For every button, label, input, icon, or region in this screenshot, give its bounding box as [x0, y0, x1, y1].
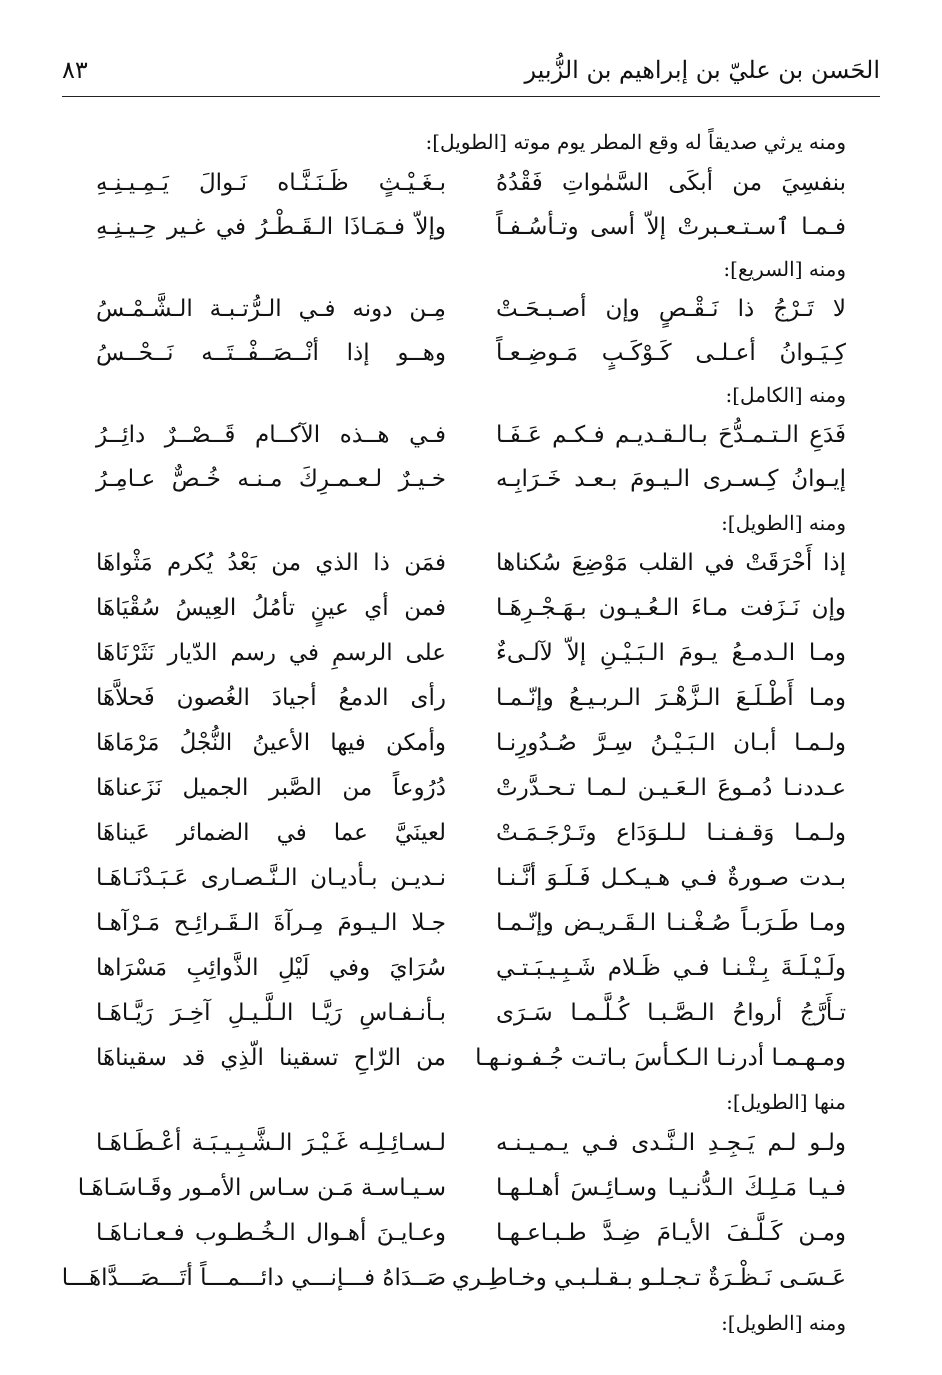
verse-first-hemistich: عـددنـا دُمـوعَ الـعَـيـن لـمـا تـحـدَّرتْ [496, 775, 846, 801]
verse-line [61, 1255, 846, 1301]
section-intro: ومنه [الطويل]: [721, 511, 846, 535]
verse-first-hemistich: ولـو لـم يَـجِـدِ الـنَّـدى فـي يـمـيـنـه [496, 1130, 846, 1156]
verse-second-hemistich: سـيـاسـة مَـن سـاس الأمـور وقَـاسَـاهَـا [77, 1175, 446, 1201]
verse-first-hemistich: ولَـيْـلَـةَ بِـتْـنـا فـي ظَـلام شَـبِـيـبَـتـي [496, 955, 846, 981]
verse-second-hemistich: من الرّاحِ تسقينا الّذِي قد سقيناهَا [96, 1045, 446, 1071]
verse-line [96, 540, 846, 586]
section-intro: ومنه [السريع]: [723, 257, 846, 281]
verse-first-hemistich: وإن نَـزَفت مـاءَ الـعُـيـون بـهَـجْـرِهَـا [496, 595, 846, 621]
verse-first-hemistich: ولـمـا وَقـفـنـا لـلـوَدَاع وتَـرْجَـمَـتْ [496, 820, 846, 846]
verse-second-hemistich: وأمكن فيها الأعينُ النُّجْلُ مَرْمَاهَا [96, 730, 446, 756]
verse-first-hemistich: ومـا الـدمـعُ يـومَ الـبَـيْـنِ إلاّ لآلـىءٌ [496, 640, 846, 666]
verse-second-hemistich: رأى الدمعُ أجيادَ الغُصون فَحلاَّهَا [96, 685, 446, 711]
page-number: ٨٣ [62, 56, 88, 84]
verse-first-hemistich: ولـمـا أبـان الـبَـيْـنُ سِـرَّ صُـدُورِنـا [496, 730, 846, 756]
verse-second-hemistich: على الرسمِ في رسم الدّيار نَثَرْنَاهَا [96, 640, 446, 666]
verse-second-hemistich: فمَن ذا الذي من بَعْدُ يُكرم مَثْواهَا [96, 550, 446, 576]
verse-first-hemistich: إذا أَحْرَقَتْ في القلب مَوْضِعَ سُكناها [496, 550, 846, 576]
section-intro: ومنه [الطويل]: [721, 1311, 846, 1335]
verse-line [96, 160, 846, 206]
verse-first-hemistich: فـمـا ٱسـتـعـبرتْ إلاّ أسى وتـأسُـفـاً [496, 214, 846, 240]
section-intro: منها [الطويل]: [726, 1090, 846, 1114]
verse-second-hemistich: فـي هــذه الآكــام قَــصْــرٌ دائِــرُ [96, 422, 446, 448]
verse-second-hemistich: سُرَايَ وفي لَيْلِ الذَّوائِبِ مَسْرَاها [96, 955, 446, 981]
verse-first-hemistich: فَدَعِ الـتـمـدُّحَ بـالـقـديـم فـكـم عَـفَـا [496, 422, 846, 448]
verse-first-hemistich: ومـهـمـا أدرنـا الـكـأسَ بـاتـت جُـفـونـهـا [475, 1045, 846, 1071]
verse-line [96, 720, 846, 766]
verse-line [96, 945, 846, 991]
verse-first-hemistich: إيـوانُ كِـسـرى الـيـومَ بـعـد خَـرَابِـه [496, 466, 846, 492]
verse-first-hemistich: عَـسَـى نَـظْـرَةٌ تـجـلـو بـقـلـبـي وخـاطِـري [451, 1265, 846, 1291]
verse-line [96, 204, 846, 250]
verse-second-hemistich: صَــدَاهُ فـــإنـــي دائـــمـــاً أتَـــصَـــدَّاهَـــا [61, 1265, 446, 1291]
verse-first-hemistich: بنفسِيَ من أبكَى السَّمٰواتِ فَقْدُهُ [496, 170, 846, 196]
verse-second-hemistich: بـغَـيْـثٍ ظَـنَـنَّـاه نَـوالَ يَـمِـيـنِـهِ [96, 170, 446, 196]
verse-line [96, 1210, 846, 1256]
verse-second-hemistich: خـيـرٌ لـعـمـرِكَ مـنـه خُـصٌّ عـامِـرُ [96, 466, 446, 492]
verse-first-hemistich: ومـا أَطْـلَـعَ الـزَّهْـرَ الـربـيـعُ وإنّـمـا [496, 685, 846, 711]
verse-second-hemistich: فمن أي عينٍ تأمُلُ العِيسُ سُقْيَاهَا [96, 595, 446, 621]
verse-line [96, 810, 846, 856]
verse-first-hemistich: بـدت صـورةٌ فـي هـيـكـل فَـلَـوَ أنَّـنـا [496, 865, 846, 891]
verse-line [96, 990, 846, 1036]
verse-line [77, 1165, 846, 1211]
verse-line [96, 1120, 846, 1166]
verse-first-hemistich: كِـيَـوانُ أعـلـى كَـوْكَـبٍ مَـوضِـعـاً [496, 340, 846, 366]
verse-first-hemistich: لا تَـرْجُ ذا نَـقْـصٍ وإن أصـبـحَـتْ [496, 296, 846, 322]
verse-second-hemistich: لـسـائِـلِـه غَـيْـرَ الـشَّـبِـيـبَـة أعْـطَـاهَـا [96, 1130, 446, 1156]
verse-line [96, 1035, 846, 1081]
verse-first-hemistich: ومـا طَـرَبـاً صُـغْـنـا الـقَـريـض وإنّـمـا [496, 910, 846, 936]
verse-line [96, 765, 846, 811]
verse-second-hemistich: مِـن دونه فـي الـرُّتـبـة الـشَّـمْـسُ [96, 296, 446, 322]
verse-second-hemistich: بـأنـفـاسِ رَيَّـا الـلَّـيـلِ آخِـرَ رَيَّـاهَـا [96, 1000, 446, 1026]
verse-first-hemistich: ومـن كَـلَّـفَ الأيـامَ ضِـدَّ طـبـاعـهـا [496, 1220, 846, 1246]
verse-line [96, 585, 846, 631]
verse-line [96, 330, 846, 376]
verse-second-hemistich: لعينَيَّ عما في الضمائر عَيناهَا [96, 820, 446, 846]
verse-line [96, 675, 846, 721]
verse-line [96, 900, 846, 946]
running-title: الحَسن بن عليّ بن إبراهيم بن الزُّبير [524, 56, 880, 84]
section-intro: ومنه [الكامل]: [725, 383, 846, 407]
verse-first-hemistich: فـيـا مَـلِـكَ الـدُّنـيـا وسـائِـسَ أهـلـهـا [496, 1175, 846, 1201]
verse-second-hemistich: دُرُوعاً من الصَّبر الجميل نَزَعناهَا [96, 775, 446, 801]
verse-line [96, 286, 846, 332]
verse-line [96, 412, 846, 458]
verse-first-hemistich: تـأَرَّجُ أرواحُ الـصَّـبـا كُـلَّـمـا سَـرَى [496, 1000, 846, 1026]
verse-second-hemistich: وهــو إذا أنْــصَــفْــتَــه نَــحْــسُ [96, 340, 446, 366]
verse-second-hemistich: وعـايـنَ أهـوال الـخُـطـوب فـعـانـاهَـا [96, 1220, 446, 1246]
verse-line [96, 630, 846, 676]
verse-second-hemistich: وإلاّ فـمَـاذَا الـقَـطْـرُ في غـير حِـيـنِـهِ [96, 214, 446, 240]
verse-second-hemistich: نـديـن بـأديـان الـنَّـصـارى عَـبَـدْنَـاهَـا [96, 865, 446, 891]
section-intro: ومنه يرثي صديقاً له وقع المطر يوم موته [الطويل]: [425, 130, 846, 154]
verse-second-hemistich: جـلا الـيـومَ مِـرآةَ الـقَـرائِـح مَـرْآهـا [96, 910, 446, 936]
verse-line [96, 456, 846, 502]
verse-line [96, 855, 846, 901]
